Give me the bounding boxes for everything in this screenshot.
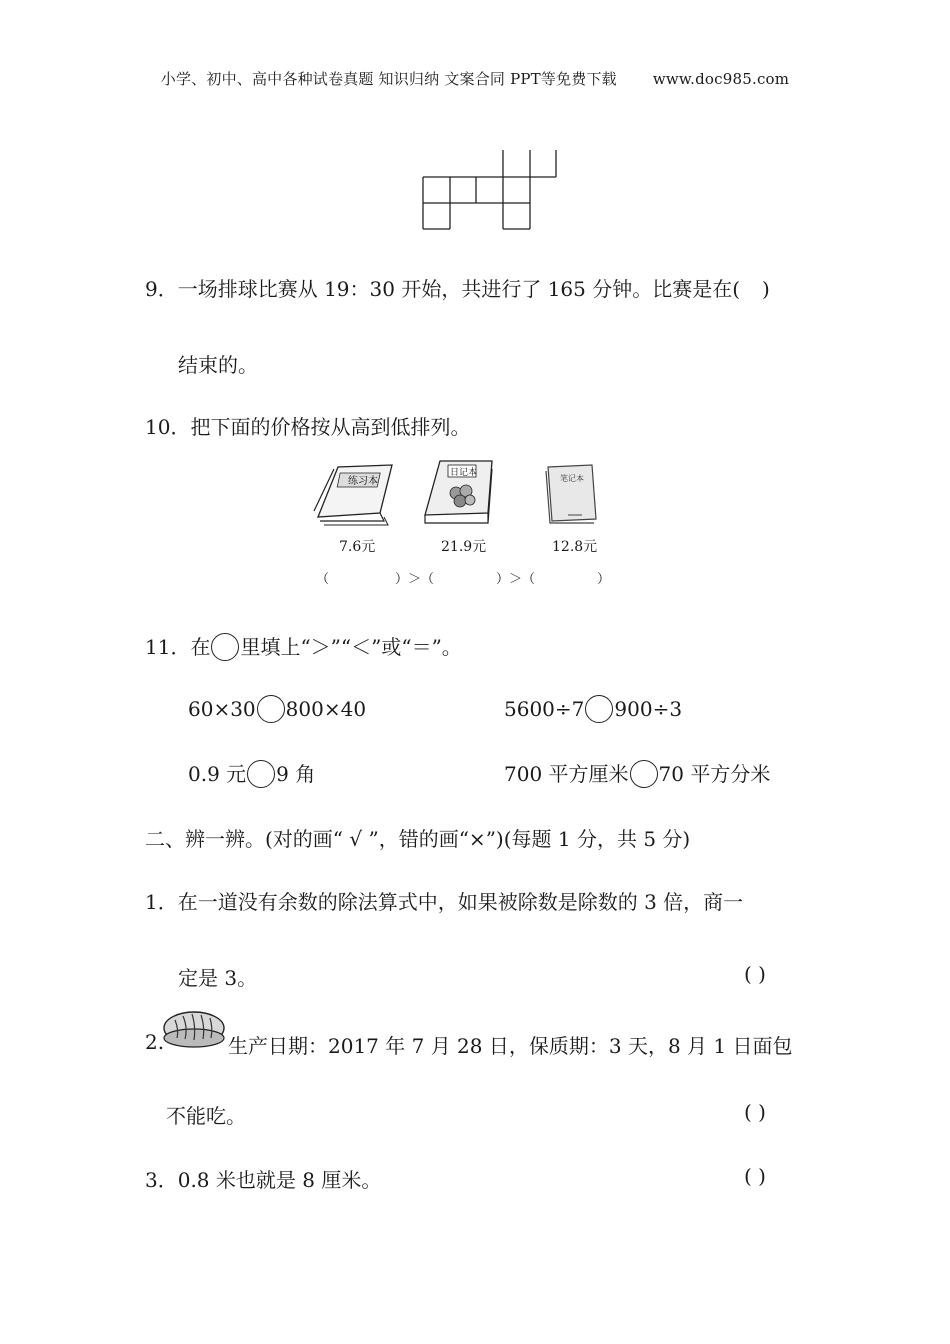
compare-left: 0.9 元 [188, 762, 247, 786]
compare-left: 700 平方厘米 [504, 762, 629, 786]
judge-q1-answer[interactable]: ( ) [744, 962, 766, 986]
diary-book-icon [425, 461, 492, 523]
judge-q3: 3．0.8 米也就是 8 厘米。 [145, 1168, 382, 1192]
section-2-title: 二、辨一辨。(对的画“ √ ”，错的画“×”)(每题 1 分，共 5 分) [145, 827, 691, 851]
judge-q2-line2: 不能吃。 [166, 1104, 246, 1128]
compare-left: 5600÷7 [504, 697, 585, 721]
notebook-icon [546, 465, 596, 523]
header-url: www.doc985.com [652, 70, 790, 88]
answer-circle[interactable] [630, 760, 658, 788]
compare-item-4 [504, 758, 770, 788]
compare-right: 70 平方分米 [658, 762, 771, 786]
header-text: 小学、初中、高中各种试卷真题 知识归纳 文案合同 PPT等免费下载 [160, 70, 617, 88]
judge-q1-line1: 1．在一道没有余数的除法算式中，如果被除数是除数的 3 倍，商一 [145, 890, 744, 914]
book2-price: 21.9元 [441, 539, 487, 555]
cube-net-figure [0, 0, 950, 260]
judge-q1-line2: 定是 3。 [178, 966, 258, 990]
answer-circle[interactable] [247, 760, 275, 788]
answer-circle[interactable] [257, 695, 285, 723]
q9-line2: 结束的。 [178, 353, 258, 377]
question-10: 10．把下面的价格按从高到低排列。 [145, 415, 471, 439]
compare-right: 9 角 [276, 762, 316, 786]
compare-item-1 [188, 695, 366, 723]
answer-circle[interactable] [585, 695, 613, 723]
judge-q2-line1: 生产日期：2017 年 7 月 28 日，保质期：3 天，8 月 1 日面包 [228, 1034, 793, 1058]
order-part-3: ）＞（ [496, 572, 536, 587]
compare-circle-icon [211, 633, 239, 661]
question-11 [145, 631, 462, 661]
judge-q2-num: 2. [145, 1030, 165, 1054]
exercise-book-icon [314, 465, 392, 525]
compare-right: 900÷3 [614, 697, 683, 721]
compare-right: 800×40 [285, 697, 367, 721]
order-part-2: ）＞（ [395, 572, 435, 587]
q9-close-paren: ) [762, 277, 770, 301]
judge-q2-answer[interactable]: ( ) [744, 1100, 766, 1124]
q11-suffix: 里填上“＞”“＜”或“＝”。 [240, 635, 462, 659]
book3-cover-title: 笔记本 [560, 474, 584, 483]
q9-line1: 9．一场排球比赛从 19：30 开始，共进行了 165 分钟。比赛是在( [145, 277, 741, 301]
price-order-blank [316, 568, 610, 587]
book3-price: 12.8元 [552, 539, 598, 555]
book1-cover-title: 练习本 [348, 476, 378, 487]
q11-prefix: 11．在 [145, 635, 211, 659]
order-part-1: （ [316, 572, 330, 587]
compare-item-3 [188, 758, 315, 788]
compare-left: 60×30 [188, 697, 256, 721]
book1-price: 7.6元 [339, 539, 376, 555]
notebooks-figure [310, 455, 630, 535]
compare-item-2 [504, 695, 682, 723]
judge-q3-answer[interactable]: ( ) [744, 1164, 766, 1188]
bread-icon [161, 1008, 229, 1052]
order-part-4: ） [597, 572, 611, 587]
question-9 [145, 273, 770, 302]
book2-cover-title: 日记本 [450, 468, 478, 478]
